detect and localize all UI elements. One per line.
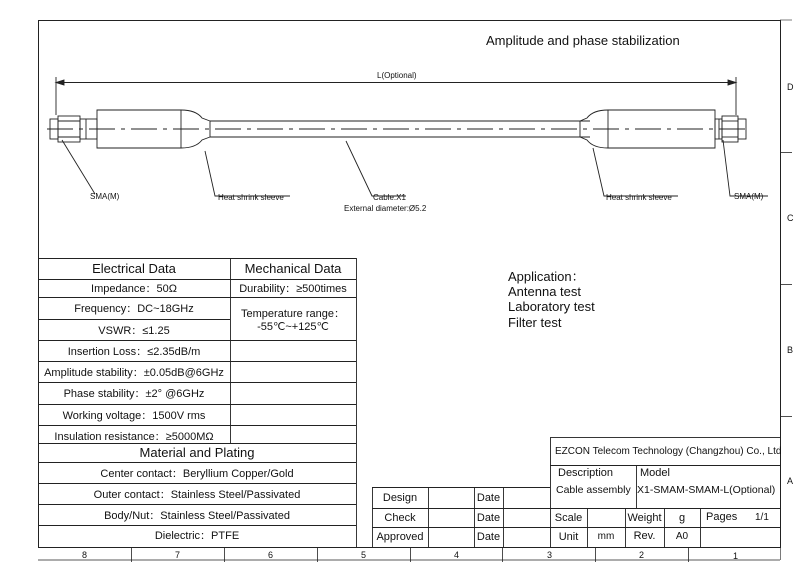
- mechanical-data-header: Mechanical Data: [244, 261, 342, 276]
- signoff-approved-label: Approved: [376, 531, 424, 543]
- pages-value: 1/1: [755, 512, 769, 523]
- signoff-date-label: Date: [476, 491, 501, 504]
- zone-marker: D: [787, 82, 794, 92]
- drawing-title: Amplitude and phase stabilization: [486, 33, 680, 48]
- signoff-date-label: Date: [476, 531, 501, 543]
- signoff-check-label: Check: [384, 511, 416, 524]
- zone-marker: 1: [733, 551, 739, 561]
- application-item: Filter test: [508, 315, 562, 330]
- pages-label: Pages: [706, 511, 738, 523]
- electrical-row: Insulation resistance：≥5000MΩ: [54, 431, 214, 443]
- right-sleeve-label: Heat shrink sleeve: [606, 193, 672, 202]
- material-row: Outer contact：Stainless Steel/Passivated: [93, 488, 301, 501]
- scale-label: Scale: [554, 511, 583, 524]
- zone-marker: B: [787, 345, 794, 355]
- electrical-row: Insertion Loss：≤2.35dB/m: [67, 345, 201, 358]
- material-row: Body/Nut：Stainless Steel/Passivated: [104, 509, 290, 522]
- model-label: Model: [640, 467, 670, 479]
- application-title: Application：: [508, 269, 585, 284]
- weight-unit: g: [678, 511, 686, 524]
- left-connector-label: SMA(M): [90, 192, 120, 201]
- company-name: EZCON Telecom Technology (Changzhou) Co., Ltd: [555, 446, 782, 457]
- material-header: Material and Plating: [139, 445, 255, 460]
- zone-marker: 2: [639, 550, 645, 560]
- electrical-row: Working voltage：1500V rms: [62, 409, 206, 422]
- material-row: Dielectric：PTFE: [154, 530, 240, 542]
- zone-marker: 5: [361, 550, 367, 560]
- rev-label: Rev.: [633, 530, 656, 542]
- zone-marker: A: [787, 476, 794, 486]
- zone-marker: C: [787, 213, 794, 223]
- electrical-row: Phase stability：±2° @6GHz: [63, 388, 205, 400]
- model-value: X1-SMAM-SMAM-L(Optional): [637, 484, 776, 496]
- temperature-label: Temperature range：: [241, 308, 345, 320]
- cable-diameter-label: External diameter:Ø5.2: [344, 204, 427, 213]
- left-sleeve-label: Heat shrink sleeve: [218, 193, 284, 202]
- zone-marker: 7: [175, 550, 181, 560]
- signoff-date-label: Date: [476, 511, 501, 524]
- weight-label: Weight: [627, 511, 662, 524]
- electrical-row: Impedance：50Ω: [91, 283, 177, 295]
- rev-value: A0: [675, 530, 689, 542]
- zone-marker: 6: [268, 550, 274, 560]
- application-item: Antenna test: [508, 284, 581, 299]
- zone-marker: 3: [547, 550, 553, 560]
- cable-assembly-drawing: [47, 77, 768, 196]
- length-dimension-label: L(Optional): [377, 71, 417, 80]
- description-label: Description: [558, 467, 614, 479]
- description-value: Cable assembly: [556, 484, 631, 496]
- signoff-design-label: Design: [382, 491, 418, 504]
- unit-value: mm: [597, 530, 615, 542]
- temperature-value: -55℃~+125℃: [257, 320, 329, 333]
- zone-marker: 8: [82, 550, 88, 560]
- material-row: Center contact：Beryllium Copper/Gold: [100, 467, 294, 480]
- electrical-row: Frequency：DC~18GHz: [74, 303, 194, 315]
- electrical-row: VSWR：≤1.25: [98, 324, 170, 337]
- application-item: Laboratory test: [508, 299, 595, 314]
- durability-value: Durability：≥500times: [239, 283, 347, 295]
- zone-marker: 4: [454, 550, 460, 560]
- right-connector-label: SMA(M): [734, 192, 764, 201]
- cable-label: Cable:X1: [373, 193, 406, 202]
- electrical-data-header: Electrical Data: [92, 261, 176, 276]
- unit-label: Unit: [558, 531, 579, 543]
- electrical-row: Amplitude stability：±0.05dB@6GHz: [44, 366, 224, 379]
